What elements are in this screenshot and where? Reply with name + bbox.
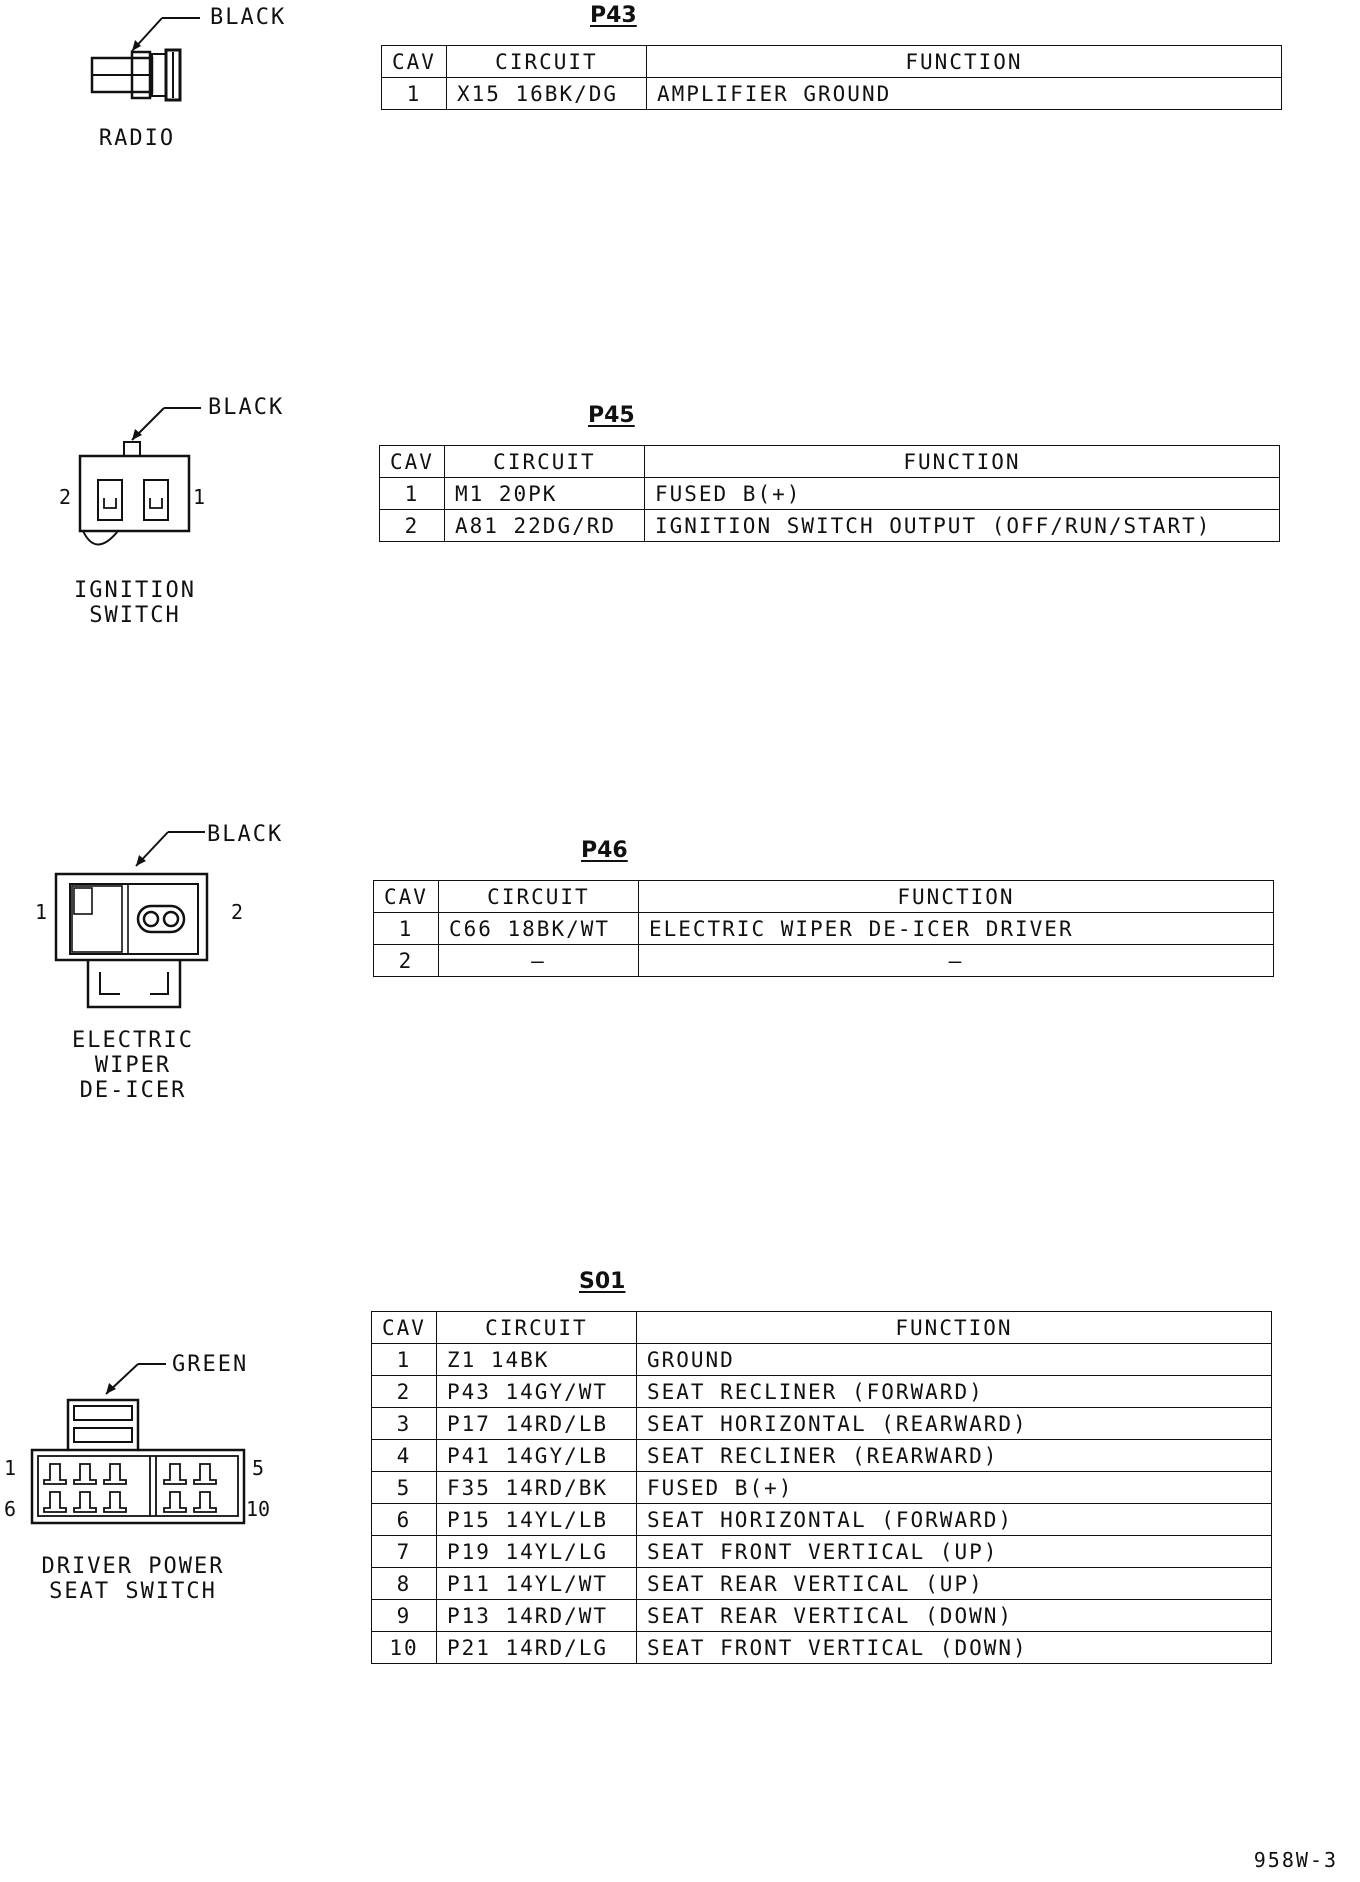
pin-number-label: 10 bbox=[246, 1497, 271, 1521]
cav-cell: 1 bbox=[374, 913, 439, 945]
cav-cell: 4 bbox=[372, 1440, 437, 1472]
function-cell: FUSED B(+) bbox=[636, 1472, 1271, 1504]
cav-cell: 5 bbox=[372, 1472, 437, 1504]
cav-cell: 1 bbox=[380, 478, 445, 510]
function-cell: SEAT REAR VERTICAL (DOWN) bbox=[636, 1600, 1271, 1632]
circuit-cell: P19 14YL/LG bbox=[436, 1536, 636, 1568]
table-row bbox=[372, 1536, 1272, 1568]
table-row bbox=[372, 1568, 1272, 1600]
wiper-deicer-connector-drawing bbox=[50, 822, 250, 1012]
circuit-cell: P15 14YL/LB bbox=[436, 1504, 636, 1536]
function-cell: ELECTRIC WIPER DE-ICER DRIVER bbox=[638, 913, 1273, 945]
table-row bbox=[380, 510, 1280, 542]
table-row bbox=[372, 1440, 1272, 1472]
connector-id-title: P46 bbox=[581, 838, 628, 863]
table-row bbox=[372, 1504, 1272, 1536]
pin-number-label: 1 bbox=[35, 900, 48, 924]
cav-cell: 6 bbox=[372, 1504, 437, 1536]
connector-id-title: P43 bbox=[590, 3, 637, 28]
function-cell: SEAT REAR VERTICAL (UP) bbox=[636, 1568, 1271, 1600]
cav-cell: 8 bbox=[372, 1568, 437, 1600]
header-function: FUNCTION bbox=[644, 446, 1279, 478]
connector-name-label: RADIO bbox=[98, 126, 176, 151]
cav-cell: 9 bbox=[372, 1600, 437, 1632]
function-cell: SEAT FRONT VERTICAL (UP) bbox=[636, 1536, 1271, 1568]
pin-number-label: 6 bbox=[4, 1497, 17, 1521]
circuit-cell: F35 14RD/BK bbox=[436, 1472, 636, 1504]
header-cav: CAV bbox=[382, 46, 447, 78]
table-header-row bbox=[382, 46, 1282, 78]
connector-color-label: BLACK bbox=[207, 822, 284, 847]
header-function: FUNCTION bbox=[638, 881, 1273, 913]
page-code: 958W-3 bbox=[1253, 1848, 1338, 1872]
pin-number-label: 2 bbox=[231, 900, 244, 924]
circuit-cell: P21 14RD/LG bbox=[436, 1632, 636, 1664]
header-circuit: CIRCUIT bbox=[444, 446, 644, 478]
pin-number-label: 1 bbox=[193, 485, 206, 509]
ignition-switch-connector-diagram bbox=[76, 400, 276, 560]
pin-number-label: 5 bbox=[252, 1456, 265, 1480]
ignition-switch-connector-drawing bbox=[76, 400, 276, 560]
cav-cell: 3 bbox=[372, 1408, 437, 1440]
function-cell: GROUND bbox=[636, 1344, 1271, 1376]
circuit-cell: P17 14RD/LB bbox=[436, 1408, 636, 1440]
table-row bbox=[380, 478, 1280, 510]
header-circuit: CIRCUIT bbox=[438, 881, 638, 913]
table-row bbox=[372, 1376, 1272, 1408]
header-circuit: CIRCUIT bbox=[446, 46, 646, 78]
pin-number-label: 1 bbox=[4, 1456, 17, 1480]
circuit-cell: Z1 14BK bbox=[436, 1344, 636, 1376]
header-cav: CAV bbox=[374, 881, 439, 913]
connector-name-label: DRIVER POWER SEAT SWITCH bbox=[41, 1554, 225, 1604]
cav-cell: 10 bbox=[372, 1632, 437, 1664]
cav-cell: 1 bbox=[372, 1344, 437, 1376]
cav-cell: 2 bbox=[372, 1376, 437, 1408]
function-cell: FUSED B(+) bbox=[644, 478, 1279, 510]
connector-color-label: GREEN bbox=[172, 1352, 249, 1377]
table-row bbox=[372, 1600, 1272, 1632]
wiper-deicer-connector-diagram bbox=[50, 822, 250, 1012]
cav-cell: 1 bbox=[382, 78, 447, 110]
header-cav: CAV bbox=[372, 1312, 437, 1344]
table-header-row bbox=[380, 446, 1280, 478]
header-function: FUNCTION bbox=[646, 46, 1281, 78]
cav-cell: 2 bbox=[380, 510, 445, 542]
header-circuit: CIRCUIT bbox=[436, 1312, 636, 1344]
circuit-cell: P13 14RD/WT bbox=[436, 1600, 636, 1632]
function-cell: SEAT RECLINER (FORWARD) bbox=[636, 1376, 1271, 1408]
connector-name-label: IGNITION SWITCH bbox=[74, 578, 196, 628]
function-cell: SEAT FRONT VERTICAL (DOWN) bbox=[636, 1632, 1271, 1664]
circuit-cell: M1 20PK bbox=[444, 478, 644, 510]
function-cell: – bbox=[638, 945, 1273, 977]
circuit-cell: P41 14GY/LB bbox=[436, 1440, 636, 1472]
table-header-row bbox=[374, 881, 1274, 913]
connector-color-label: BLACK bbox=[210, 5, 287, 30]
circuit-cell: P11 14YL/WT bbox=[436, 1568, 636, 1600]
table-row bbox=[372, 1472, 1272, 1504]
connector-color-label: BLACK bbox=[208, 395, 285, 420]
table-row bbox=[382, 78, 1282, 110]
circuit-cell: X15 16BK/DG bbox=[446, 78, 646, 110]
header-cav: CAV bbox=[380, 446, 445, 478]
function-cell: SEAT RECLINER (REARWARD) bbox=[636, 1440, 1271, 1472]
connector-id-title: P45 bbox=[588, 403, 635, 428]
circuit-cell: – bbox=[438, 945, 638, 977]
connector-id-title: S01 bbox=[579, 1269, 626, 1294]
table-row bbox=[374, 945, 1274, 977]
pinout-table bbox=[373, 880, 1274, 977]
circuit-cell: C66 18BK/WT bbox=[438, 913, 638, 945]
pinout-table bbox=[379, 445, 1280, 542]
cav-cell: 2 bbox=[374, 945, 439, 977]
function-cell: SEAT HORIZONTAL (REARWARD) bbox=[636, 1408, 1271, 1440]
circuit-cell: A81 22DG/RD bbox=[444, 510, 644, 542]
function-cell: AMPLIFIER GROUND bbox=[646, 78, 1281, 110]
circuit-cell: P43 14GY/WT bbox=[436, 1376, 636, 1408]
table-row bbox=[372, 1344, 1272, 1376]
table-row bbox=[372, 1408, 1272, 1440]
function-cell: IGNITION SWITCH OUTPUT (OFF/RUN/START) bbox=[644, 510, 1279, 542]
table-header-row bbox=[372, 1312, 1272, 1344]
header-function: FUNCTION bbox=[636, 1312, 1271, 1344]
function-cell: SEAT HORIZONTAL (FORWARD) bbox=[636, 1504, 1271, 1536]
pinout-table bbox=[371, 1311, 1272, 1664]
connector-name-label: ELECTRIC WIPER DE-ICER bbox=[72, 1028, 194, 1103]
table-row bbox=[374, 913, 1274, 945]
pinout-table bbox=[381, 45, 1282, 110]
pin-number-label: 2 bbox=[59, 485, 72, 509]
table-row bbox=[372, 1632, 1272, 1664]
cav-cell: 7 bbox=[372, 1536, 437, 1568]
